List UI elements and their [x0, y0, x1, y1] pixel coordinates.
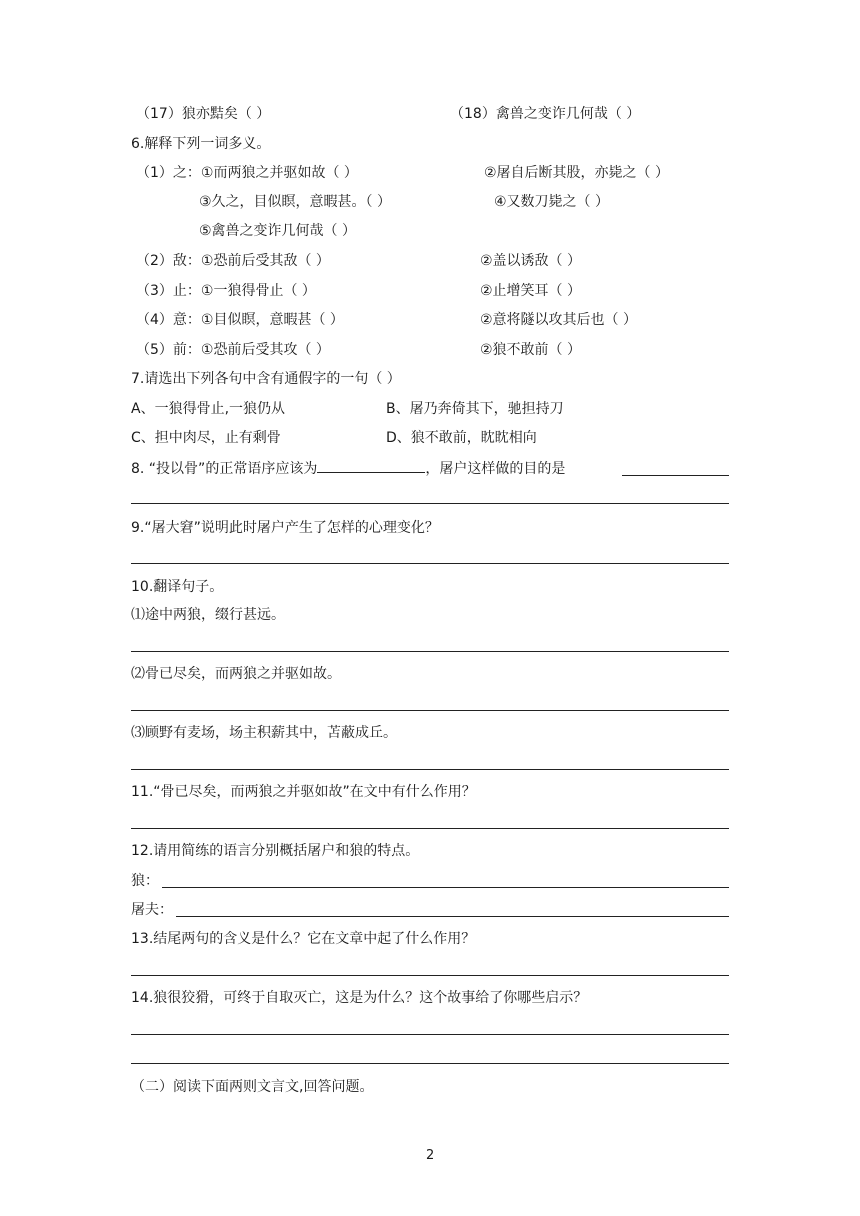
q11-answer-line[interactable] — [131, 828, 729, 829]
q8-question — [131, 458, 565, 479]
q12-butcher-line[interactable] — [176, 916, 729, 917]
q14-answer-line-1[interactable] — [131, 1034, 729, 1035]
q8-answer-line[interactable] — [131, 503, 729, 504]
page-number: 2 — [426, 1148, 435, 1163]
q6-qian-1: （5）前：①恐前后受其攻（ ） — [136, 342, 330, 358]
q14-question: 14.狼很狡猾，可终于自取灭亡，这是为什么？这个故事给了你哪些启示？ — [131, 990, 588, 1006]
q6-zhi-3: ③久之，目似瞑，意暇甚。（ ） — [199, 194, 392, 210]
q10-sentence-3: ⑶顾野有麦场，场主积薪其中，苫蔽成丘。 — [131, 725, 397, 741]
q7-option-c: C、担中肉尽，止有剩骨 — [131, 430, 281, 446]
q12-wolf-line[interactable] — [162, 887, 729, 888]
item-18: （18）禽兽之变诈几何哉（ ） — [450, 106, 641, 122]
q7-title: 7.请选出下列各句中含有通假字的一句（ ） — [131, 371, 401, 387]
q10-sentence-2: ⑵骨已尽矣，而两狼之并驱如故。 — [131, 666, 341, 682]
item-17: （17）狼亦黠矣（ ） — [136, 106, 271, 122]
q8-part1: 8. “投以骨”的正常语序应该为 — [131, 461, 318, 477]
q9-question: 9.“屠大窘”说明此时屠户产生了怎样的心理变化？ — [131, 520, 439, 536]
q7-option-b: B、屠乃奔倚其下，驰担持刀 — [386, 401, 564, 417]
q12-title: 12.请用简练的语言分别概括屠户和狼的特点。 — [131, 843, 420, 859]
q8-blank-1[interactable] — [317, 458, 425, 473]
q6-yi-1: （4）意：①目似瞑，意暇甚（ ） — [136, 312, 344, 328]
q12-butcher-label: 屠夫： — [131, 902, 173, 918]
q6-yi-2: ②意将隧以攻其后也（ ） — [480, 312, 638, 328]
q6-zhi3-2: ②止增笑耳（ ） — [480, 283, 582, 299]
q13-question: 13.结尾两句的含义是什么？它在文章中起了什么作用？ — [131, 931, 476, 947]
section-2-heading: （二）阅读下面两则文言文,回答问题。 — [131, 1079, 374, 1095]
q9-answer-line[interactable] — [131, 563, 729, 564]
q13-answer-line[interactable] — [131, 975, 729, 976]
q10-answer-line-2[interactable] — [131, 710, 729, 711]
q6-di-2: ②盖以诱敌（ ） — [480, 253, 582, 269]
q6-zhi-2: ②屠自后断其股，亦毙之（ ） — [484, 165, 670, 181]
q7-option-d: D、狼不敢前，眈眈相向 — [386, 430, 537, 446]
q6-di-1: （2）敌：①恐前后受其敌（ ） — [136, 253, 330, 269]
q12-wolf-label: 狼： — [131, 873, 159, 889]
q6-qian-2: ②狼不敢前（ ） — [480, 342, 582, 358]
q6-zhi-5: ⑤禽兽之变诈几何哉（ ） — [199, 223, 357, 239]
q10-answer-line-3[interactable] — [131, 769, 729, 770]
q6-zhi-1: （1）之：①而两狼之并驱如故（ ） — [136, 165, 358, 181]
q6-zhi3-1: （3）止：①一狼得骨止（ ） — [136, 283, 316, 299]
q10-title: 10.翻译句子。 — [131, 579, 224, 595]
q7-option-a: A、一狼得骨止,一狼仍从 — [131, 401, 286, 417]
q8-part2: ，屠户这样做的目的是 — [425, 461, 566, 477]
q6-title: 6.解释下列一词多义。 — [131, 136, 271, 152]
q11-question: 11.“骨已尽矣，而两狼之并驱如故”在文中有什么作用？ — [131, 784, 476, 800]
q14-answer-line-2[interactable] — [131, 1063, 729, 1064]
q8-blank-2[interactable] — [622, 475, 729, 476]
q10-answer-line-1[interactable] — [131, 651, 729, 652]
q6-zhi-4: ④又数刀毙之（ ） — [494, 194, 610, 210]
q10-sentence-1: ⑴途中两狼，缀行甚远。 — [131, 607, 285, 623]
